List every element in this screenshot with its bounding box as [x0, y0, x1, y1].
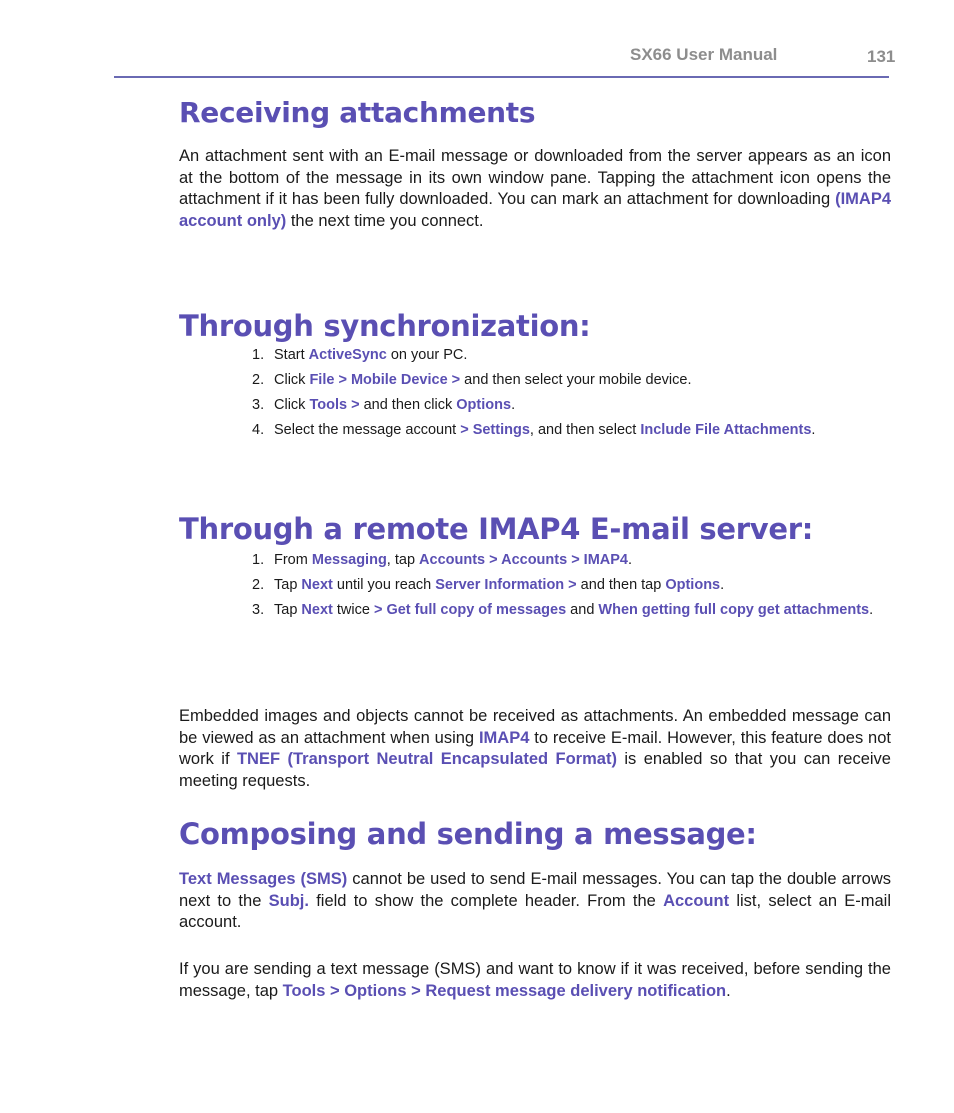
list-item: 3. Click Tools > and then click Options. — [252, 397, 516, 413]
list-item: 1. From Messaging, tap Accounts > Accounts > IMAP4. — [252, 552, 633, 568]
heading-through-synchronization: Through synchronization: — [179, 309, 591, 343]
header-rule — [114, 76, 889, 78]
paragraph-delivery-notification: If you are sending a text message (SMS) and want to know if it was received, before sending the message, tap Tools > Options > Request message delivery notification. — [179, 960, 891, 1000]
list-item: 2. Click File > Mobile Device > and then select your mobile device. — [252, 372, 692, 388]
imap4-steps-list — [179, 551, 891, 619]
heading-composing-sending: Composing and sending a message: — [179, 817, 757, 851]
paragraph-attachments: An attachment sent with an E-mail message or downloaded from the server appears as an icon at the bottom of the message in its own window pane. Tapping the attachment icon opens the attachment if it has been fully downloaded. You can mark an attachment for downloading (IMAP4 account only) the next time you connect. — [179, 147, 891, 231]
paragraph-composing: Text Messages (SMS) cannot be used to send E-mail messages. You can tap the double arrows next to the Subj. field to show the complete header. From the Account list, select an E-mail account. — [179, 870, 892, 932]
heading-remote-imap4-server: Through a remote IMAP4 E-mail server: — [179, 512, 814, 546]
page-number: 131 — [867, 47, 896, 66]
list-item: 3. Tap Next twice > Get full copy of messages and When getting full copy get attachments. — [252, 602, 874, 618]
sync-steps-list — [179, 346, 891, 439]
list-item: 1. Start ActiveSync on your PC. — [252, 347, 468, 363]
paragraph-embedded-note: Embedded images and objects cannot be received as attachments. An embedded message can be viewed as an attachment when using IMAP4 to receive E-mail. However, this feature does not work if TNEF (Transport Neutral Encapsulated Format) is enabled so that you can receive meeting requests. — [179, 707, 891, 791]
heading-receiving-attachments: Receiving attachments — [179, 96, 536, 129]
list-item: 2. Tap Next until you reach Server Information > and then tap Options. — [252, 577, 725, 593]
header-title: SX66 User Manual — [630, 45, 778, 64]
list-item: 4. Select the message account > Settings, and then select Include File Attachments. — [252, 422, 816, 438]
